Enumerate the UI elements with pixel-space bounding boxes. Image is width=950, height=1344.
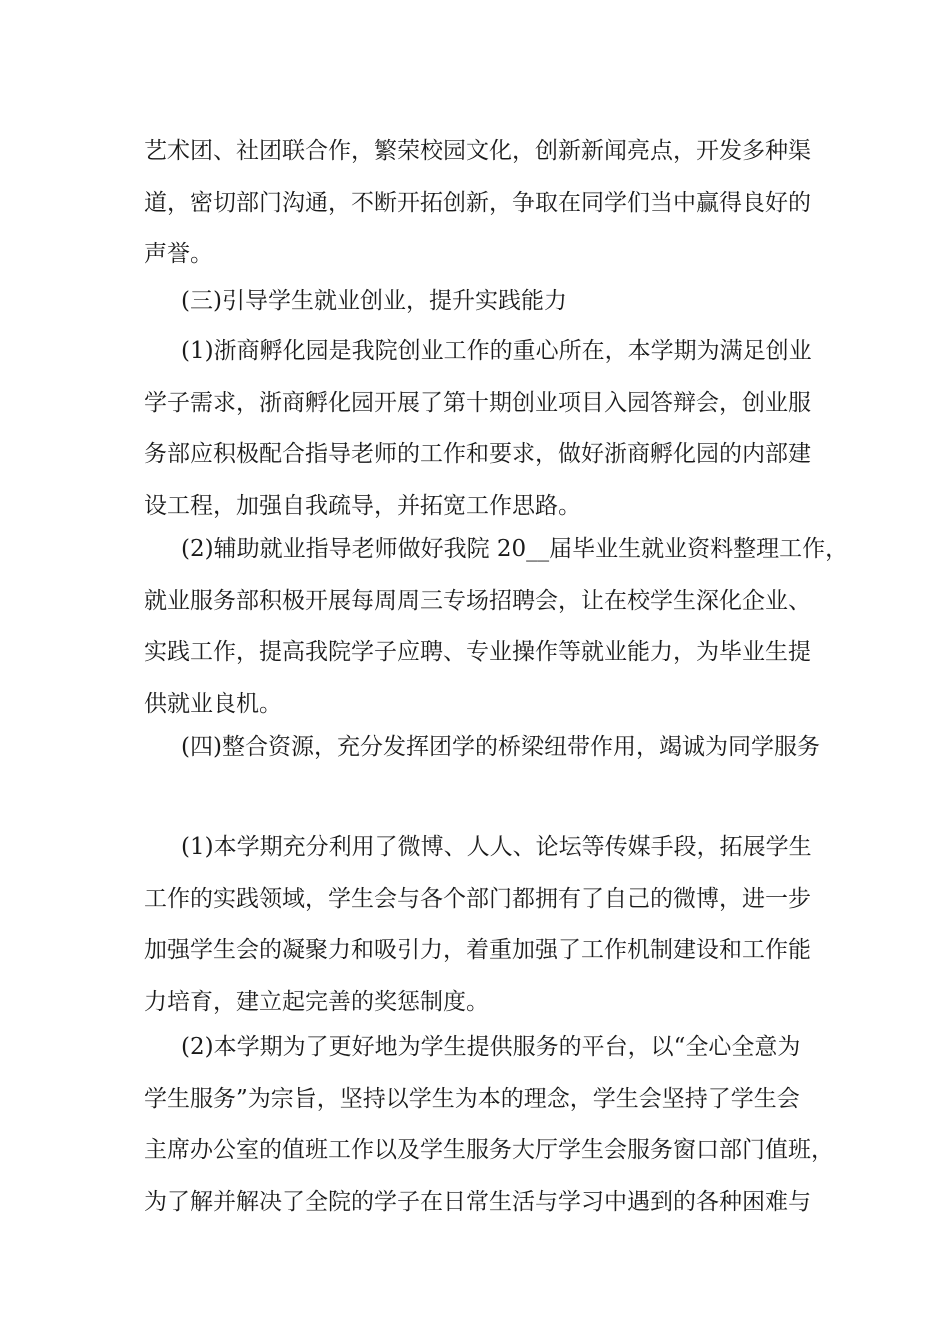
paragraph-campus-culture [144,126,814,281]
text-line: 主席办公室的值班工作以及学生服务大厅学生会服务窗口部门值班， [144,1137,834,1164]
heading-line: (三)引导学生就业创业，提升实践能力 [181,288,567,314]
text-line: 力培育，建立起完善的奖惩制度。 [144,988,489,1015]
text-line: (2)本学期为了更好地为学生提供服务的平台，以“全心全意为 [181,1034,801,1060]
text-line: 供就业良机。 [144,690,282,717]
text-line: 声誉。 [144,241,213,268]
text-line: 学子需求，浙商孵化园开展了第十期创业项目入园答辩会，创业服 [144,389,811,416]
text-line: 工作的实践领域，学生会与各个部门都拥有了自己的微博，进一步 [144,885,811,912]
text-line: 实践工作，提高我院学子应聘、专业操作等就业能力，为毕业生提 [144,639,811,666]
section-heading-resources [144,722,820,774]
text-line: 务部应积极配合指导老师的工作和要求，做好浙商孵化园的内部建 [144,441,811,468]
text-line: 道，密切部门沟通，不断开拓创新，争取在同学们当中赢得良好的 [144,189,811,216]
text-line: 设工程，加强自我疏导，并拓宽工作思路。 [144,492,581,519]
paragraph-media [144,822,814,1028]
text-line: 就业服务部积极开展每周周三专场招聘会，让在校学生深化企业、 [144,587,811,614]
section-heading-employment [144,276,814,328]
text-line: (1)本学期充分利用了微博、人人、论坛等传媒手段，拓展学生 [181,834,812,860]
text-line: 加强学生会的凝聚力和吸引力，着重加强了工作机制建设和工作能 [144,937,811,964]
text-line: 为了解并解决了全院的学子在日常生活与学习中遇到的各种困难与 [144,1188,811,1215]
text-line: 学生服务”为宗旨，坚持以学生为本的理念，学生会坚持了学生会 [144,1085,800,1112]
heading-line: (四)整合资源，充分发挥团学的桥梁纽带作用，竭诚为同学服务 [181,734,820,760]
paragraph-service-platform [144,1022,834,1228]
text-line: (1)浙商孵化园是我院创业工作的重心所在，本学期为满足创业 [181,338,812,364]
paragraph-incubator [144,326,814,532]
text-line: 艺术团、社团联合作，繁荣校园文化，创新新闻亮点，开发多种渠 [144,138,811,164]
paragraph-employment-guidance [144,524,849,730]
text-line: (2)辅助就业指导老师做好我院 20__届毕业生就业资料整理工作， [181,536,849,562]
